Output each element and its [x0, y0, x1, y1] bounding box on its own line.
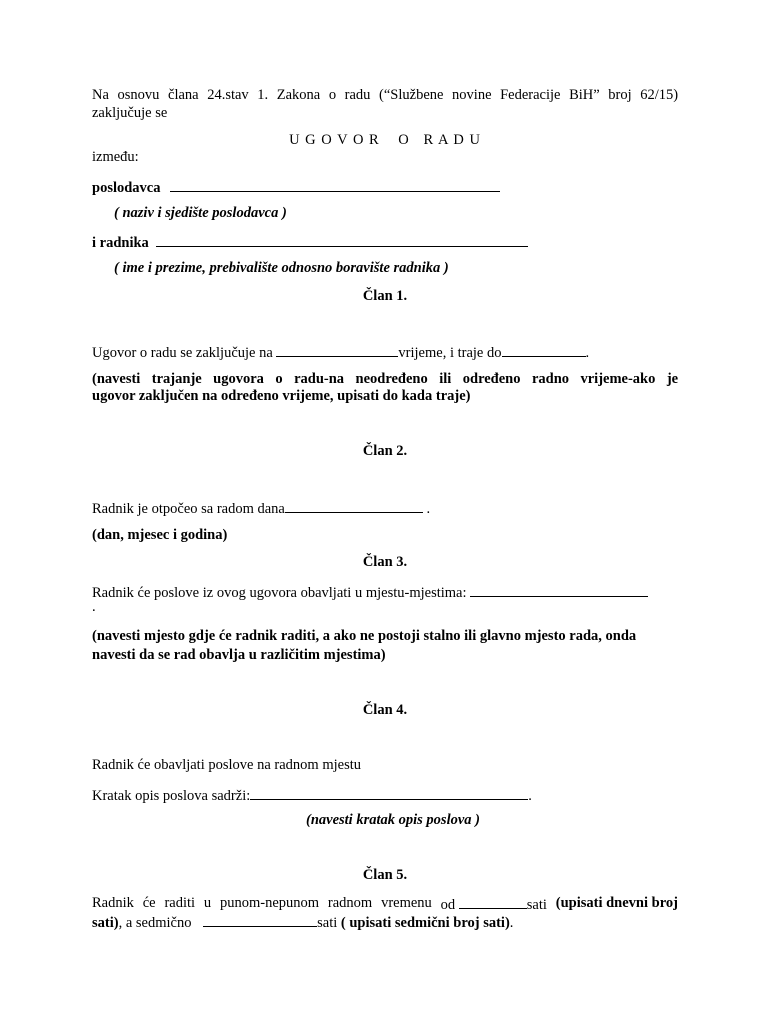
clan-5-line-2: sati), a sedmično sati ( upisati sedmični broj sati).	[92, 912, 513, 932]
clan-3-note-line-2: navesti da se rad obavlja u različitim mjestima)	[92, 647, 386, 663]
work-location-field[interactable]	[470, 582, 648, 597]
clan-1-heading: Član 1.	[362, 288, 408, 304]
intro-line-2: zaključuje se	[92, 105, 168, 121]
end-date-field[interactable]	[502, 342, 586, 357]
document-title: U G O V O R O R A D U	[289, 132, 481, 148]
start-date-field[interactable]	[285, 498, 423, 513]
employee-hint: ( ime i prezime, prebivalište odnosno boravište radnika )	[114, 260, 449, 276]
clan-5-line-1: Radnik će raditi u punom-nepunom radnom vremenu od sati (upisati dnevni broj	[92, 895, 678, 913]
clan-2-text: Radnik je otpočeo sa radom dana .	[92, 498, 430, 518]
employee-label: i radnika	[92, 235, 149, 251]
clan-4-note: (navesti kratak opis poslova )	[306, 812, 480, 828]
contract-duration-field[interactable]	[276, 342, 398, 357]
weekly-hours-field[interactable]	[203, 912, 317, 927]
employer-field[interactable]	[170, 177, 500, 192]
clan-2-note: (dan, mjesec i godina)	[92, 527, 228, 543]
clan-1-note-line-2: ugovor zaključen na određeno vrijeme, upisati do kada traje)	[92, 388, 471, 404]
clan-3-heading: Član 3.	[362, 554, 408, 570]
clan-1-note-line-1: (navesti trajanje ugovora o radu-na neodređeno ili određeno radno vrijeme-ako je	[92, 371, 679, 387]
employee-row	[92, 232, 528, 252]
clan-1-text: Ugovor o radu se zaključuje na vrijeme, i traje do .	[92, 342, 589, 362]
clan-3-dot: .	[92, 599, 96, 615]
employer-label: poslodavca	[92, 180, 161, 196]
clan-3-note-line-1: (navesti mjesto gdje će radnik raditi, a ako ne postoji stalno ili glavno mjesto rada, onda	[92, 628, 637, 644]
izmedu-label: između:	[92, 149, 139, 165]
clan-4-text-2: Kratak opis poslova sadrži: .	[92, 785, 532, 805]
employer-hint: ( naziv i sjedište poslodavca )	[114, 205, 287, 221]
clan-4-heading: Član 4.	[362, 702, 408, 718]
intro-line-1: Na osnovu člana 24.stav 1. Zakona o radu (“Službene novine Federacije BiH” broj 62/15)	[92, 87, 679, 103]
daily-hours-field[interactable]	[459, 894, 527, 909]
employee-field[interactable]	[156, 232, 528, 247]
job-description-field[interactable]	[250, 785, 528, 800]
employer-row	[92, 177, 500, 197]
clan-4-text-1: Radnik će obavljati poslove na radnom mjestu	[92, 757, 361, 773]
clan-5-heading: Član 5.	[362, 867, 408, 883]
clan-2-heading: Član 2.	[362, 443, 408, 459]
clan-3-text: Radnik će poslove iz ovog ugovora obavljati u mjestu-mjestima:	[92, 582, 648, 602]
